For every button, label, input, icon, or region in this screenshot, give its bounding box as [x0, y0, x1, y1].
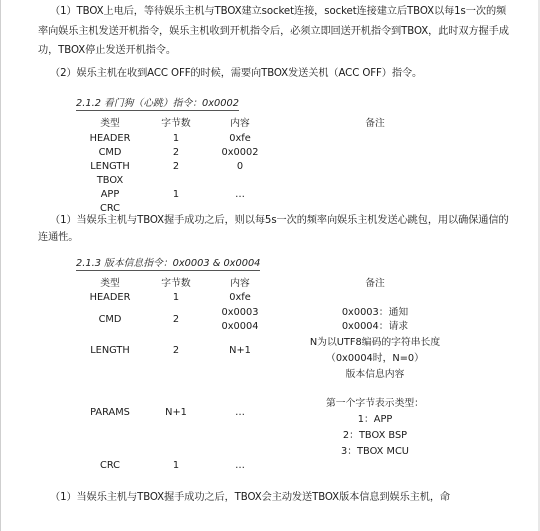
row-remark: 0x0003：通知	[341, 307, 409, 318]
row-bytes: 1	[172, 292, 180, 303]
row-content: N+1	[229, 345, 251, 356]
row-remark: 1：APP	[357, 414, 393, 425]
row-type: HEADER	[89, 292, 131, 303]
row-content: 0	[236, 161, 244, 172]
col-header-type: 类型	[100, 118, 120, 129]
col-header-bytes: 字节数	[161, 118, 191, 129]
col-header-bytes: 字节数	[161, 278, 191, 289]
row-content: 0x0004	[221, 321, 259, 332]
row-bytes: 2	[172, 314, 180, 325]
section-heading-watchdog-text: 2.1.2 看门狗（心跳）指令：0x0002	[76, 98, 239, 109]
row-type: PARAMS	[90, 407, 130, 418]
row-bytes: 2	[172, 345, 180, 356]
row-content: 0x0003	[221, 307, 259, 318]
row-bytes: 1	[172, 133, 180, 144]
row-bytes: 1	[172, 189, 180, 200]
row-bytes: 2	[172, 147, 180, 158]
row-remark: 3：TBOX MCU	[341, 446, 409, 457]
row-type: LENGTH	[90, 345, 130, 356]
col-header-type: 类型	[100, 278, 120, 289]
row-bytes: N+1	[165, 407, 187, 418]
row-type: HEADER	[89, 133, 131, 144]
row-type: CMD	[98, 314, 122, 325]
row-bytes: 1	[172, 460, 180, 471]
row-type: CMD	[98, 147, 122, 158]
paragraph-version-note: （1）当娱乐主机与TBOX握手成功之后，TBOX会主动发送TBOX版本信息到娱乐主机，命	[50, 492, 451, 503]
row-remark: 版本信息内容	[345, 369, 405, 380]
paragraph-heartbeat-note: （1）当娱乐主机与TBOX握手成功之后，则以每5s一次的频率向娱乐主机发送心跳包，用以确保通信的连通性。	[38, 215, 509, 243]
col-header-remark: 备注	[365, 118, 385, 129]
row-type: LENGTH	[90, 161, 130, 172]
row-remark: 2：TBOX BSP	[342, 430, 408, 441]
row-content: 0x0002	[221, 147, 259, 158]
row-type: CRC	[99, 460, 120, 471]
row-type: CRC	[99, 203, 120, 214]
row-content: 0xfe	[229, 133, 251, 144]
col-header-content: 内容	[230, 118, 250, 129]
col-header-content: 内容	[230, 278, 250, 289]
row-remark: N为以UTF8编码的字符串长度	[309, 337, 441, 348]
row-remark: 第一个字节表示类型：	[326, 398, 424, 409]
row-content: 0xfe	[229, 292, 251, 303]
row-content: …	[235, 460, 245, 471]
section-heading-version	[76, 255, 260, 269]
section-heading-version-text: 2.1.3 版本信息指令：0x0003 & 0x0004	[76, 258, 261, 269]
row-bytes: 2	[172, 161, 180, 172]
section-heading-watchdog	[76, 95, 239, 109]
row-remark: 0x0004：请求	[341, 321, 409, 332]
paragraph-acc-off: （2）娱乐主机在收到ACC OFF的时候，需要向TBOX发送关机（ACC OFF）指令。	[50, 68, 423, 79]
row-type: TBOX	[96, 175, 124, 186]
row-content: …	[235, 407, 245, 418]
row-type: APP	[100, 189, 120, 200]
row-content: …	[235, 189, 245, 200]
paragraph-tbox-startup: （1）TBOX上电后，等待娱乐主机与TBOX建立socket连接，socket连接建立后TBOX以每1s一次的频率向娱乐主机发送开机指令，娱乐主机收到开机指令后，必须立即回送开机指令到TBOX，此时双方握手成功，TBOX停止发送开机指令。	[38, 6, 509, 56]
row-remark: （0x0004时，N=0）	[326, 353, 424, 364]
col-header-remark: 备注	[365, 278, 385, 289]
